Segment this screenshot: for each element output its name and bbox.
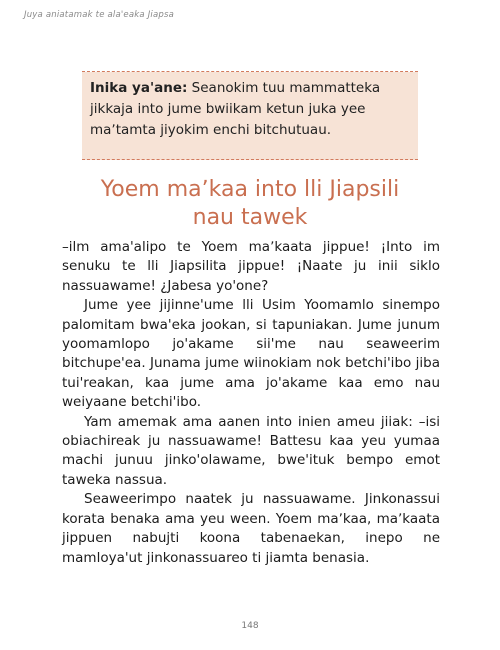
chapter-title-line-1: Yoem maʼkaa into lli Jiapsili [100, 177, 400, 202]
note-box-bottom-border [82, 159, 418, 160]
paragraph: –ilm ama'alipo te Yoem maʼkaata jippue! ¡Into im senuku te lli Jiapsilita jippue! ¡Naate ju inii siklo nassuawame! ¿Jabesa yo'one? [62, 239, 440, 294]
note-text [90, 78, 416, 141]
note-body: Seanokim tuu mammatteka jikkaja into jume bwiikam ketun juka yee maʼtamta jiyokim enchi bitchutuau. [90, 80, 381, 138]
chapter-title-line-2: nau tawek [192, 205, 308, 230]
note-label: Inika ya'ane: [90, 80, 188, 96]
paragraph: Jume yee jijinne'ume lli Usim Yoomamlo sinempo palomitam bwa'eka jookan, si tapuniakan. Jume junum yoomamlopo jo'akame sii'me nau seaweerim bitchupe'ea. Junama jume wiinokiam nok betchi'ibo jiba tui'reakan, kaa jume ama jo'akame kaa emo nau weiyaane betchi'ibo. [62, 297, 440, 411]
running-header: Juya aniatamak te ala'eaka Jiapsa [24, 10, 175, 20]
body-text [62, 238, 440, 568]
paragraph: Yam amemak ama aanen into inien ameu jiiak: –isi obiachireak ju nassuawame! Battesu kaa yeu yumaa machi junuu jinko'olawame, bwe'ituk bempo emot taweka nassua. [62, 413, 440, 488]
chapter-title [40, 176, 460, 232]
page-number: 148 [241, 621, 259, 631]
paragraph: Seaweerimpo naatek ju nassuawame. Jinkonassui korata benaka ama yeu ween. Yoem maʼkaa, maʼkaata jippuen nabujti koona tabenaekan, inepo ne mamloya'ut jinkonassuareo ti jiamta benasia. [62, 491, 440, 566]
note-box-top-border [82, 71, 418, 72]
